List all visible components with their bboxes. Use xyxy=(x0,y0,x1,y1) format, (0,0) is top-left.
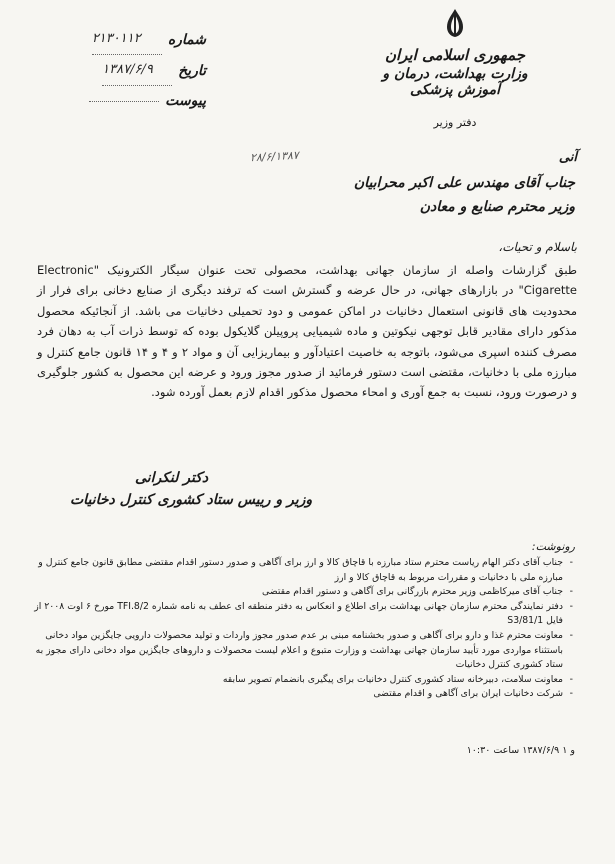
cc-item: - شرکت دخانیات ایران برای آگاهی و اقدام مقتضی xyxy=(33,687,573,702)
date-label: تاریخ xyxy=(178,62,206,79)
cc-list xyxy=(33,556,573,702)
cc-item: - معاونت سلامت، دبیرخانه ستاد کشوری کنترل دخانیات برای پیگیری بانضمام تصویر سابقه xyxy=(33,673,573,688)
letter-body xyxy=(37,260,577,403)
number-label: شماره xyxy=(167,31,206,48)
cc-item: - معاونت محترم غذا و دارو برای آگاهی و صدور بخشنامه مبنی بر عدم صدور مجوز واردات و تولید محصولات دارویی جایگزین مواد دخانی باستثناء مواردی مورد تأیید سازمان جهانی بهداشت و وزارت متبوع و اعلام لیست محصولات و داروهای جایگزین مواد دخانی دارای مجوز به ستاد کشوری کنترل دخانیات xyxy=(33,629,573,673)
received-stamp: ۲۸/۶/۱۳۸۷ xyxy=(249,148,300,165)
footer-reference: و ۱ ۱۳۸۷/۶/۹ ساعت ۱۰:۳۰ xyxy=(466,745,575,756)
number-row xyxy=(66,24,206,55)
signature-title: وزیر و رییس ستاد کشوری کنترل دخانیات xyxy=(70,492,313,508)
attachment-label: پیوست xyxy=(165,93,206,109)
date-row xyxy=(66,55,206,86)
cc-item: - جناب آقای میرکاظمی وزیر محترم بازرگانی برای آگاهی و دستور اقدام مقتضی xyxy=(33,585,573,600)
org-name: جمهوری اسلامی ایران xyxy=(384,46,526,64)
number-value: ۲۱۳۰۱۱۲ xyxy=(92,24,162,55)
body-paragraph: طبق گزارشات واصله از سازمان جهانی بهداشت، محصولی تحت عنوان سیگار الکترونیک "Electronic Cigarette" در بازارهای جهانی، در حال عرضه و گسترش است که ترفند دیگری از صنایع دخانی برای فرار از محدودیت های قانونی استعمال دخانیات در اماکن عمومی و دود تحمیلی دخانیات می باشد. از آنجائیکه محصول مذکور دارای مقادیر قابل توجهی نیکوتین و ماده شیمیایی پروپیلن گلایکول بوده که توسط ذرات آب به دهان فرد مصرف کننده اسپری می‌شود، باتوجه به خاصیت اعتیادآور و بیماریزایی آن و مواد ۲ و ۴ و ۱۴ قانون جامع کنترل و مبارزه ملی با دخانیات، مقتضی است دستور فرمائید از صدور مجوز ورود و عرضه این محصول به کشور جلوگیری و درصورت ورود، نسبت به جمع آوری و امحاء محصول مذکور اقدام لازم بعمل آورده شود. xyxy=(37,263,577,400)
addressee-title: وزیر محترم صنایع و معادن xyxy=(419,199,575,215)
letterhead xyxy=(375,6,535,129)
attachment-value xyxy=(89,101,159,102)
office-name: دفتر وزیر xyxy=(433,116,477,129)
cc-heading: رونوشت: xyxy=(531,540,575,553)
emblem-icon xyxy=(438,6,472,40)
addressee-name: جناب آقای مهندس علی اکبر محرابیان xyxy=(353,175,575,191)
urgency-label: آنی xyxy=(558,150,577,165)
cc-item: - دفتر نمایندگی محترم سازمان جهانی بهداشت برای اطلاع و انعکاس به دفتر منطقه ای عطف به نامه شماره TFI.8/2 مورخ ۶ اوت ۲۰۰۸ از فایل S3/81/1 xyxy=(33,600,573,629)
date-value: ۱۳۸۷/۶/۹ xyxy=(102,55,172,86)
signature-name: دکتر لنکرانی xyxy=(135,470,209,486)
cc-item: - جناب آقای دکتر الهام ریاست محترم ستاد مبارزه با قاچاق کالا و ارز برای آگاهی و صدور دستور اقدام مقتضی مطابق قانون جامع کنترل و مبارزه ملی با دخانیات و مقررات مربوط به قاچاق کالا و ارز xyxy=(33,556,573,585)
attachment-row xyxy=(66,86,206,116)
ministry-name: وزارت بهداشت، درمان و آموزش پزشکی xyxy=(382,66,528,98)
letter-meta xyxy=(66,24,206,116)
greeting: باسلام و تحیات، xyxy=(498,240,577,254)
